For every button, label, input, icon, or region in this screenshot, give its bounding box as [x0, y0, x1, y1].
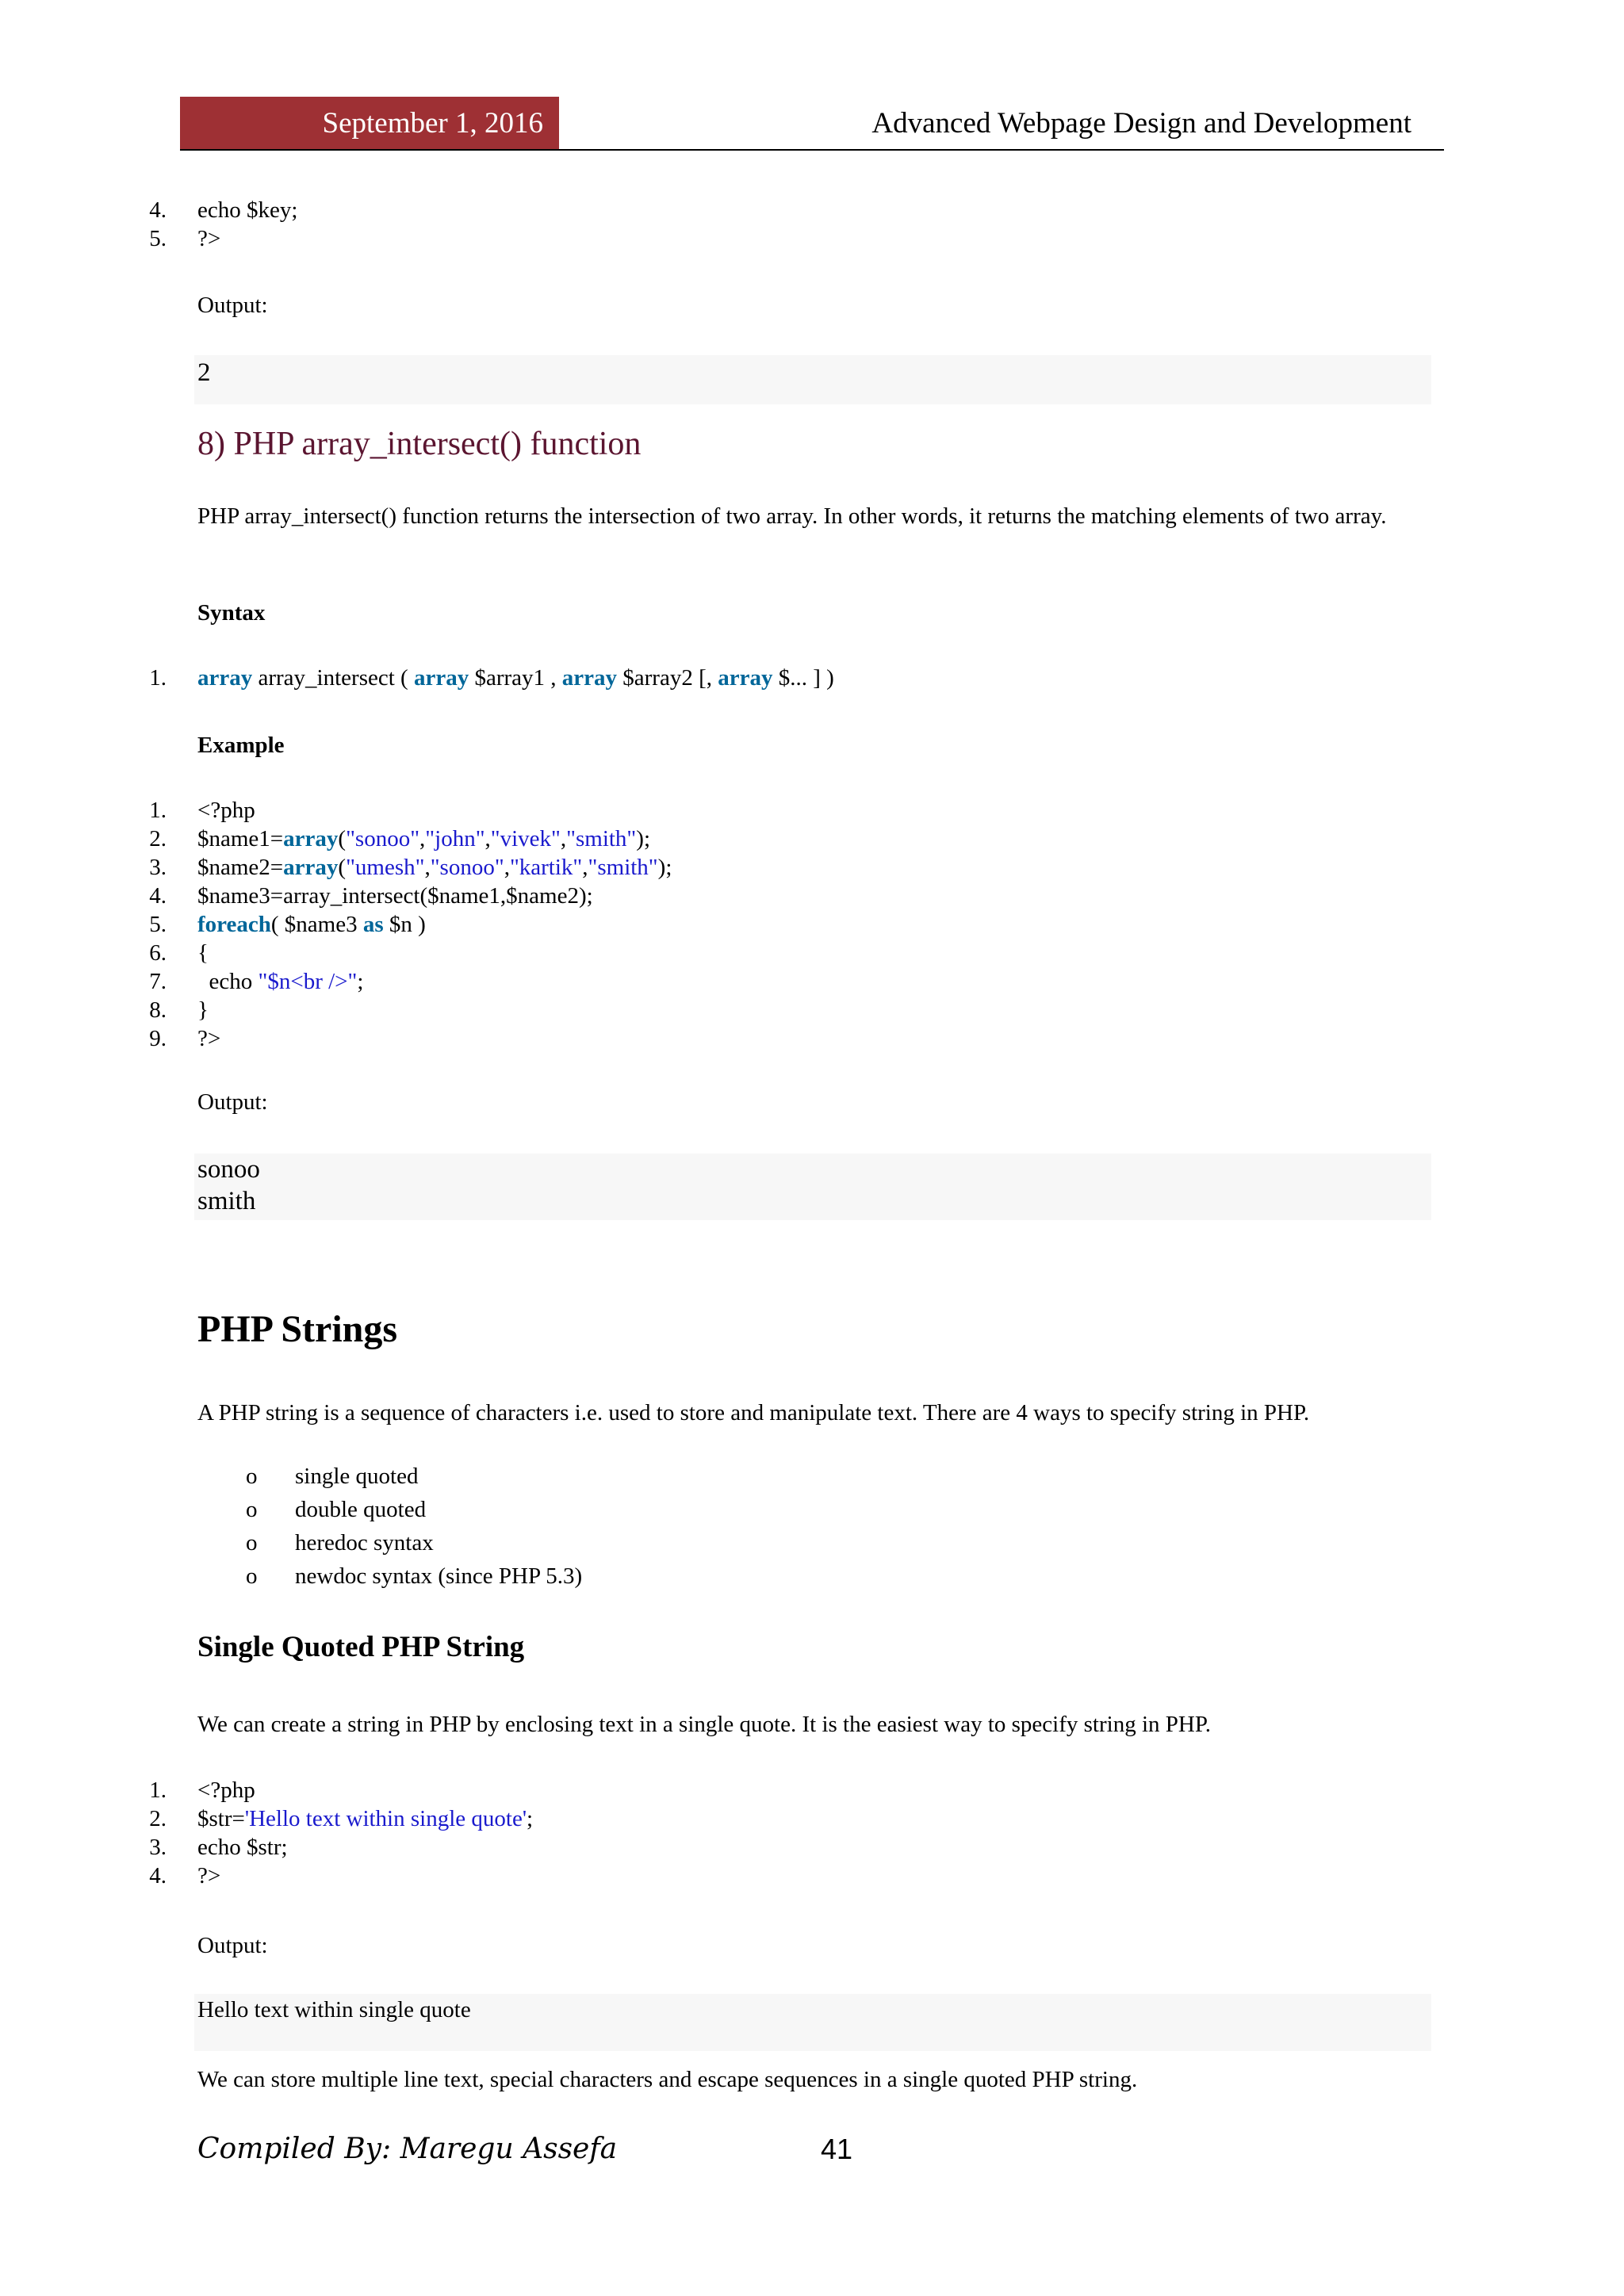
code-line: ?> [197, 226, 221, 251]
page-number: 41 [821, 2133, 853, 2165]
line-number: 6. [149, 940, 167, 966]
code-line: <?php [197, 798, 255, 823]
code-line: ?> [197, 1026, 221, 1051]
output-box [194, 1994, 1431, 2051]
line-number: 2. [149, 1806, 167, 1831]
string-literal: "kartik" [509, 855, 583, 880]
code-line [197, 1804, 533, 1833]
line-number: 2. [149, 826, 167, 851]
line-number: 1. [149, 1777, 167, 1803]
line-number: 9. [149, 1026, 167, 1051]
output-text: Hello text within single quote [197, 1997, 471, 2022]
header-rule [180, 149, 1444, 151]
code-text: $array1 , [469, 665, 562, 691]
code-text: ( [338, 855, 347, 880]
footer-compiled-by: Compiled By: Maregu Assefa [197, 2133, 618, 2165]
code-text: array_intersect ( [252, 665, 414, 691]
keyword: array [413, 665, 469, 691]
syntax-label: Syntax [197, 600, 266, 626]
string-literal: "smith" [566, 826, 637, 851]
code-text: ); [657, 855, 672, 880]
keyword: array [283, 826, 339, 851]
section-heading: 8) PHP array_intersect() function [197, 426, 642, 462]
code-line: <?php [197, 1777, 255, 1803]
bullet-list [0, 1464, 793, 1598]
list-item: newdoc syntax (since PHP 5.3) [295, 1563, 583, 1589]
line-number: 8. [149, 997, 167, 1023]
code-line: echo $str; [197, 1835, 288, 1860]
code-text: $name1= [197, 826, 284, 851]
line-number: 4. [149, 883, 167, 909]
line-number: 4. [149, 197, 167, 223]
subsection-description: We can create a string in PHP by enclosing text in a single quote. It is the easiest way to specify string in PHP. [197, 1712, 1211, 1737]
string-literal: "john" [425, 826, 485, 851]
keyword: as [362, 912, 384, 937]
keyword: array [718, 665, 773, 691]
list-item: double quoted [295, 1497, 427, 1522]
string-literal: "sonoo" [430, 855, 504, 880]
output-label: Output: [197, 1933, 268, 1958]
code-text: $... ] ) [772, 665, 834, 691]
string-literal: "smith" [588, 855, 658, 880]
code-line: $name3=array_intersect($name1,$name2); [197, 883, 593, 909]
line-number: 4. [149, 1863, 167, 1888]
line-number: 5. [149, 912, 167, 937]
code-text: ; [527, 1806, 534, 1831]
code-line: } [197, 997, 209, 1023]
subsection-heading: Single Quoted PHP String [197, 1631, 525, 1663]
keyword: array [283, 855, 339, 880]
code-text: $array2 [, [617, 665, 718, 691]
code-line: ?> [197, 1863, 221, 1888]
page-section-title: PHP Strings [197, 1308, 398, 1350]
string-literal: "sonoo" [346, 826, 420, 851]
code-text: $str= [197, 1806, 245, 1831]
section-description: A PHP string is a sequence of characters i.e. used to store and manipulate text. There are 4 ways to specify string in PHP. [197, 1400, 1310, 1425]
output-text: 2 [197, 358, 211, 387]
code-line: { [197, 940, 209, 966]
code-text: ); [636, 826, 650, 851]
code-line [197, 664, 834, 692]
code-text: $name2= [197, 855, 284, 880]
bullet-symbol: o [246, 1464, 258, 1489]
line-number: 7. [149, 969, 167, 994]
output-label: Output: [197, 1089, 268, 1115]
code-line [197, 910, 426, 939]
output-label: Output: [197, 293, 268, 318]
closing-paragraph: We can store multiple line text, special characters and escape sequences in a single quoted PHP string. [197, 2067, 1138, 2092]
line-number: 3. [149, 855, 167, 880]
code-line: echo $key; [197, 197, 298, 223]
code-text: echo [197, 969, 259, 994]
output-box [194, 355, 1431, 404]
single-quote-code [0, 1776, 1507, 1895]
output-line: smith [197, 1187, 256, 1215]
example-label: Example [197, 733, 285, 758]
keyword: array [197, 665, 253, 691]
line-number: 3. [149, 1835, 167, 1860]
code-text: ( [338, 826, 347, 851]
line-number: 1. [149, 798, 167, 823]
string-literal: "$n<br />" [258, 969, 358, 994]
code-text: ; [357, 969, 364, 994]
list-item: heredoc syntax [295, 1530, 434, 1556]
code-text: $n ) [383, 912, 426, 937]
line-number: 5. [149, 226, 167, 251]
output-line: sonoo [197, 1155, 260, 1184]
code-text: ( $name3 [270, 912, 363, 937]
string-literal: "umesh" [346, 855, 425, 880]
code-line: $name2=array("umesh","sonoo","kartik","smith"); [197, 855, 672, 880]
bullet-symbol: o [246, 1563, 258, 1589]
list-item: single quoted [295, 1464, 419, 1489]
code-line [197, 967, 363, 996]
keyword: foreach [197, 912, 271, 937]
header-title: Advanced Webpage Design and Development [871, 107, 1411, 140]
header-date: September 1, 2016 [180, 97, 559, 151]
output-box [194, 1154, 1431, 1220]
bullet-symbol: o [246, 1497, 258, 1522]
section-description: PHP array_intersect() function returns the intersection of two array. In other words, it returns the matching elements of two array. [197, 503, 1387, 529]
keyword: array [561, 665, 618, 691]
bullet-symbol: o [246, 1530, 258, 1556]
example-code [0, 796, 1507, 1058]
line-number: 1. [149, 665, 167, 691]
string-literal: "vivek" [490, 826, 561, 851]
string-literal: 'Hello text within single quote' [244, 1806, 527, 1831]
code-line: $name1=array("sonoo","john","vivek","smith"); [197, 826, 650, 851]
